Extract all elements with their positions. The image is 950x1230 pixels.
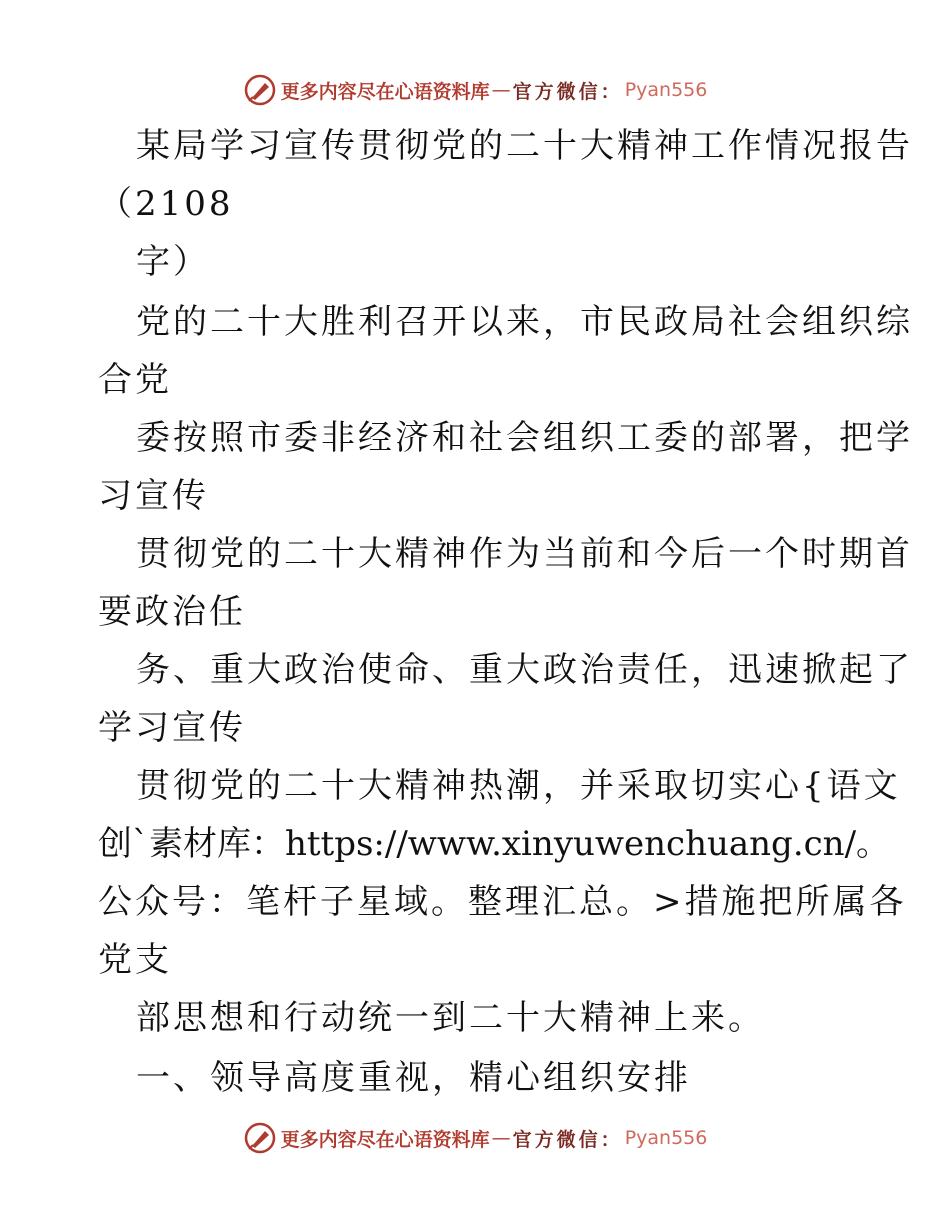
- banner-wechat-label: 官方微信：: [512, 1128, 623, 1151]
- paragraph-line: 部思想和行动统一到二十大精神上来。: [136, 998, 765, 1038]
- paragraph-line: 要政治任: [98, 592, 246, 632]
- banner-wechat-id: Pyan556: [624, 79, 708, 101]
- banner-separator: —: [491, 1127, 511, 1149]
- pen-nib-circle-icon: [243, 1121, 277, 1155]
- document-title-wordcount: （2108: [98, 184, 234, 224]
- paragraph-line: 贯彻党的二十大精神热潮，并采取切实心{语文: [136, 766, 901, 806]
- section-heading: 一、领导高度重视，精心组织安排: [136, 1058, 691, 1098]
- banner-wechat-label: 官方微信：: [512, 80, 623, 103]
- footer-banner: [0, 1118, 950, 1158]
- paragraph-line: 学习宣传: [98, 708, 246, 748]
- paragraph-line: 委按照市委非经济和社会组织工委的部署，把学: [136, 418, 913, 458]
- paragraph-line-url: 创`素材库：https://www.xinyuwenchuang.cn/。: [98, 824, 891, 864]
- banner-title: 更多内容尽在心语资料库: [280, 1128, 490, 1151]
- paragraph-line: 党支: [98, 940, 172, 980]
- paragraph-line: 习宣传: [98, 476, 209, 516]
- document-title-wordcount-end: 字）: [136, 242, 210, 282]
- paragraph-line: 公众号：笔杆子星域。整理汇总。>措施把所属各: [98, 882, 907, 922]
- document-title: 某局学习宣传贯彻党的二十大精神工作情况报告: [136, 126, 913, 166]
- paragraph-line: 合党: [98, 360, 172, 400]
- paragraph-line: 贯彻党的二十大精神作为当前和今后一个时期首: [136, 534, 913, 574]
- paragraph-line: 党的二十大胜利召开以来，市民政局社会组织综: [136, 302, 913, 342]
- pen-nib-circle-icon: [243, 73, 277, 107]
- banner-wechat-id: Pyan556: [624, 1127, 708, 1149]
- header-banner: [0, 70, 950, 110]
- banner-separator: —: [491, 79, 511, 101]
- banner-title: 更多内容尽在心语资料库: [280, 80, 490, 103]
- paragraph-line: 务、重大政治使命、重大政治责任，迅速掀起了: [136, 650, 913, 690]
